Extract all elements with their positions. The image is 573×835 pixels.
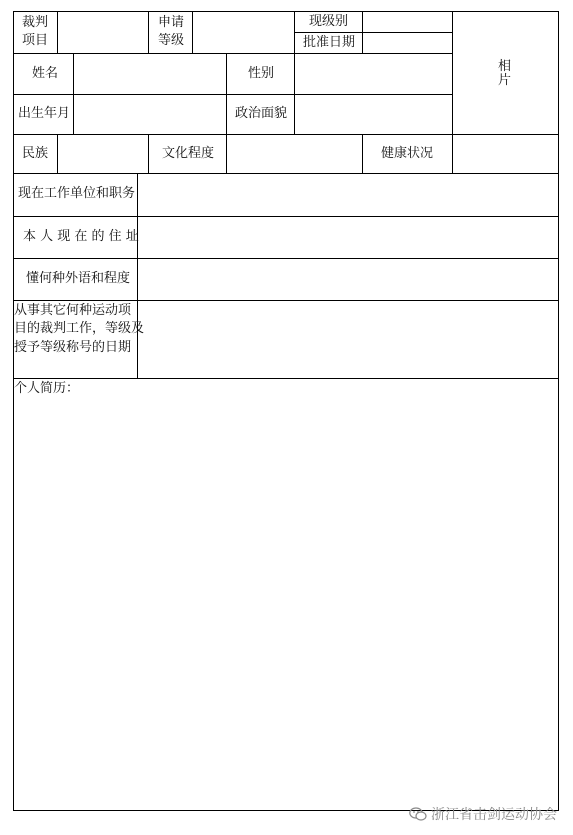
col-rule — [148, 134, 149, 174]
photo-label-line2: 片 — [498, 73, 512, 88]
table-border-right — [558, 11, 559, 811]
health-value[interactable] — [453, 135, 558, 173]
other-sports-value[interactable] — [138, 301, 558, 378]
political-status-value[interactable] — [295, 95, 452, 134]
apply-grade-label-line1: 申请 — [158, 15, 185, 30]
resume-label: 个人简历： — [14, 381, 80, 396]
work-unit-label: 现在工作单位和职务 — [18, 186, 136, 201]
education-label: 文化程度 — [162, 146, 215, 161]
address-value[interactable] — [138, 217, 558, 258]
education-value[interactable] — [227, 135, 362, 173]
name-label: 姓名 — [32, 66, 59, 81]
watermark-text: 浙江省击剑运动协会 — [431, 807, 557, 823]
birth-date-value[interactable] — [74, 95, 226, 134]
photo-label-line1: 相 — [498, 59, 512, 74]
other-sports-label-line1: 从事其它何种运动项 — [14, 303, 132, 318]
other-sports-label-line3: 授予等级称号的日期 — [14, 340, 132, 355]
photo-box[interactable] — [453, 12, 558, 134]
referee-item-label-line2: 项目 — [22, 33, 49, 48]
current-grade-label: 现级别 — [309, 14, 349, 29]
apply-grade-label-line2: 等级 — [158, 33, 185, 48]
col-rule — [362, 134, 363, 174]
political-status-label: 政治面貌 — [235, 106, 288, 121]
referee-item-value[interactable] — [58, 12, 148, 53]
approval-date-label: 批准日期 — [303, 35, 356, 50]
birth-date-label: 出生年月 — [18, 106, 71, 121]
row-rule — [13, 378, 559, 379]
watermark — [409, 804, 557, 824]
resume-value[interactable] — [14, 398, 558, 810]
name-value[interactable] — [74, 54, 226, 94]
current-grade-value[interactable] — [363, 12, 452, 32]
health-label: 健康状况 — [381, 146, 434, 161]
col-rule — [148, 11, 149, 54]
gender-value[interactable] — [295, 54, 452, 94]
work-unit-value[interactable] — [138, 174, 558, 216]
languages-value[interactable] — [138, 259, 558, 300]
referee-item-label-line1: 裁判 — [22, 15, 49, 30]
col-rule — [294, 11, 295, 54]
approval-date-value[interactable] — [363, 33, 452, 53]
gender-label: 性别 — [248, 66, 275, 81]
col-rule — [226, 53, 227, 135]
ethnicity-value[interactable] — [58, 135, 148, 173]
address-label: 本 人 现 在 的 住 址 — [23, 229, 139, 244]
apply-grade-value[interactable] — [193, 12, 294, 53]
languages-label: 懂何种外语和程度 — [26, 271, 131, 286]
ethnicity-label: 民族 — [22, 146, 49, 161]
other-sports-label-line2: 目的裁判工作，等级及 — [14, 321, 145, 336]
wechat-icon — [409, 807, 427, 821]
